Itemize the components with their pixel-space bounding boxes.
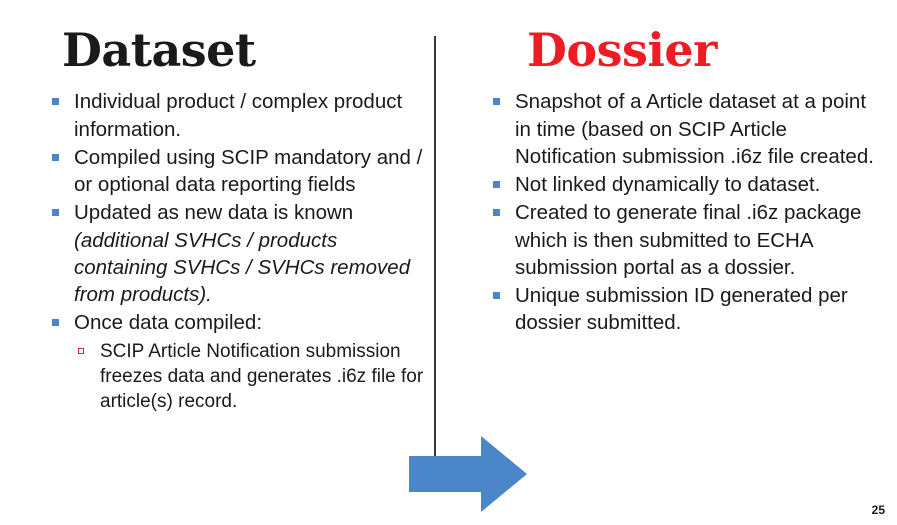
list-item (487, 199, 877, 281)
list-item-text: Compiled using SCIP mandatory and / or optional data reporting fields (74, 145, 423, 197)
left-column (46, 23, 426, 416)
dataset-bullet-list (46, 88, 426, 415)
page-title-dossier: Dossier (527, 23, 717, 77)
list-item (46, 309, 426, 415)
right-column (487, 23, 877, 338)
bullet-square-icon (493, 292, 500, 299)
vertical-divider (434, 36, 436, 456)
list-item-text: Not linked dynamically to dataset. (515, 173, 821, 197)
bullet-square-icon (493, 209, 500, 216)
list-item-text-italic: (additional SVHCs / products containing SVHCs / SVHCs removed from products). (74, 228, 411, 307)
list-item (487, 171, 877, 198)
right-arrow-icon (409, 436, 527, 512)
list-item (487, 88, 877, 170)
dataset-sub-bullet-list (74, 339, 426, 415)
list-item-text: Individual product / complex product information. (74, 90, 403, 141)
sub-list-item (74, 339, 426, 415)
list-item-text: Once data compiled: (74, 311, 263, 335)
list-item-text: Updated as new data is known (74, 201, 354, 225)
sub-list-item-text: SCIP Article Notification submission freezes data and generates .i6z file for article(s) record. (100, 340, 424, 413)
list-item (487, 282, 877, 337)
dossier-bullet-list (487, 88, 877, 336)
bullet-square-icon (493, 98, 500, 105)
list-item-text: Unique submission ID generated per dossier submitted. (515, 284, 848, 335)
list-item-text: Created to generate final .i6z package which is then submitted to ECHA submission portal as a dossier. (515, 201, 862, 279)
list-item-text: Snapshot of a Article dataset at a point in time (based on SCIP Article Notification submission .i6z file created. (515, 90, 874, 168)
bullet-square-icon (52, 209, 59, 216)
list-item (46, 199, 426, 308)
bullet-square-icon (52, 98, 59, 105)
bullet-square-icon (52, 154, 59, 161)
page-title-dataset: Dataset (62, 23, 256, 77)
sub-bullet-square-icon (78, 348, 84, 354)
list-item (46, 88, 426, 143)
bullet-square-icon (52, 319, 59, 326)
page-number: 25 (871, 503, 885, 517)
bullet-square-icon (493, 181, 500, 188)
list-item (46, 144, 426, 199)
